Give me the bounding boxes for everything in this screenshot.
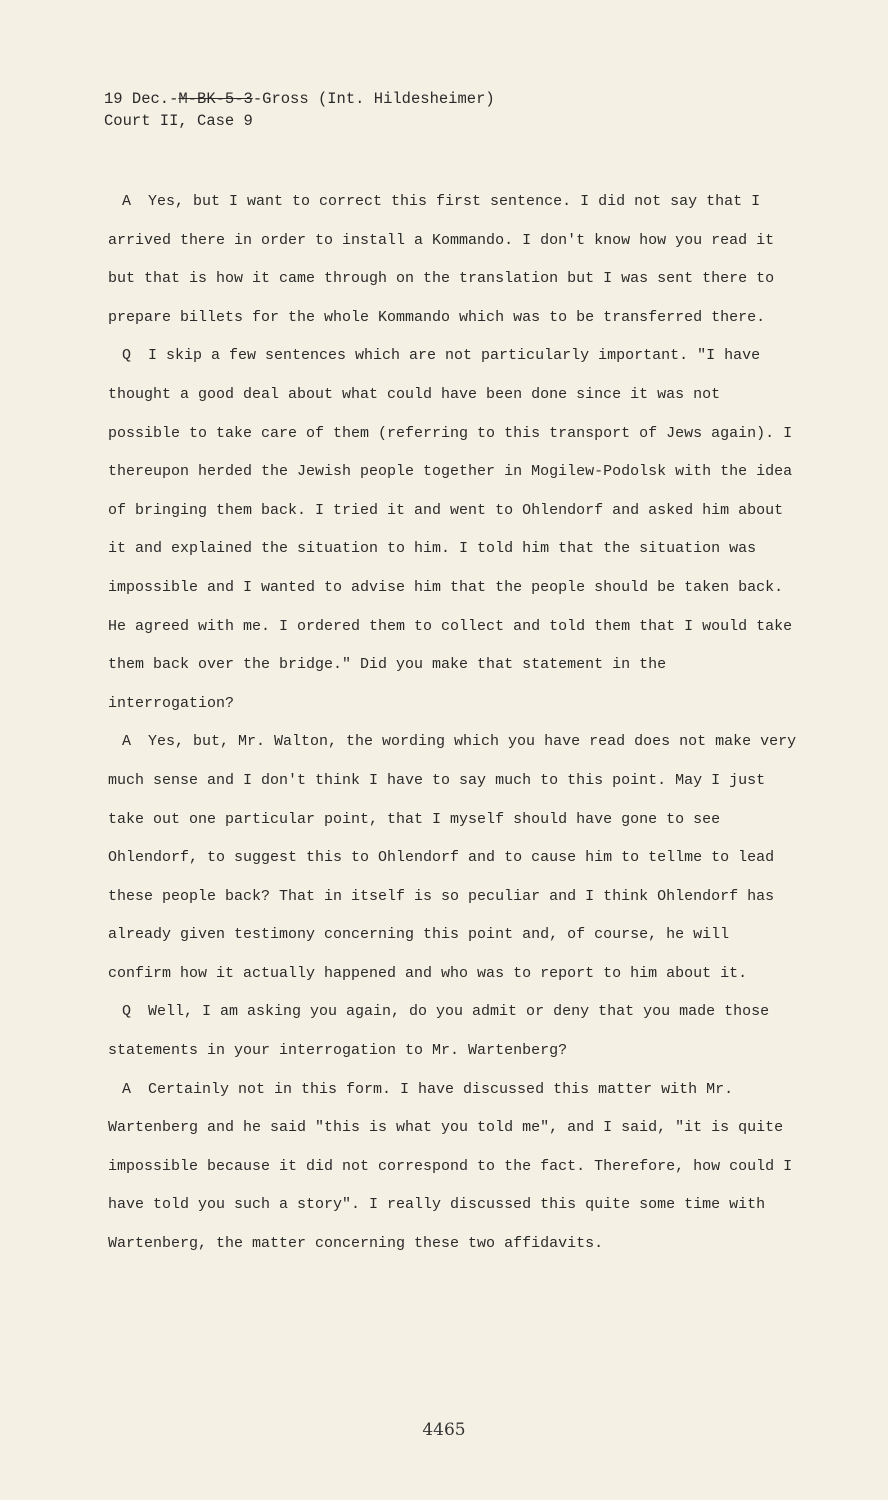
header-court-line: Court II, Case 9 <box>104 112 253 130</box>
speaker-marker: A <box>122 1080 132 1098</box>
page-number: 4465 <box>422 1420 466 1440</box>
paragraph-text: Well, I am asking you again, do you admit or deny that you made those statements in your interrogation to Mr. Wartenberg? <box>108 1003 779 1060</box>
paragraph-text: Yes, but I want to correct this first sentence. I did not say that I arrived there in order to install a Kommando. I don't know how you read it but that is how it came through on the translation but I was sent there to prepare billets for the whole Kommando which was to be transferred there. <box>108 193 784 326</box>
paragraph-text: Certainly not in this form. I have discussed this matter with Mr. Wartenberg and he said "this is what you told me", and I said, "it is quite impossible because it did not correspond to the fact. Therefore, how could I have told you such a story". I really discussed this quite some time with Wartenberg, the matter concerning these two affidavits. <box>108 1080 802 1253</box>
header-date-prefix: 19 Dec.- <box>104 90 179 108</box>
speaker-marker: A <box>122 733 132 751</box>
paragraph-text: Yes, but, Mr. Walton, the wording which you have read does not make very much sense and I don't think I have to say much to this point. May I just take out one particular point, that I myself should have gone to see Ohlendorf, to suggest this to Ohlendorf and to cause him to tellme to lead these people back? That in itself is so peculiar and I think Ohlendorf has already given testimony concerning this point and, of course, he will confirm how it actually happened and who was to report to him about it. <box>108 733 806 982</box>
header-date-suffix: -Gross (Int. Hildesheimer) <box>252 90 495 108</box>
speaker-marker: Q <box>122 1003 132 1021</box>
paragraph-question <box>108 993 798 1070</box>
paragraph-text: I skip a few sentences which are not particularly important. "I have thought a good deal about what could have been done since it was not possible to take care of them (referring to this transport of Jews again). I thereupon herded the Jewish people together in Mogilew-Podolsk with the idea of bringing them back. I tried it and went to Ohlendorf and asked him about it and explained the situation to him. I told him that the situation was impossible and I wanted to advise him that the people should be taken back. He agreed with me. I ordered them to collect and told them that I would take them back over the bridge." Did you make that statement in the interrogation? <box>108 347 802 712</box>
header-struck-code: M-BK-5-3 <box>178 90 253 108</box>
speaker-marker: A <box>122 193 132 210</box>
header-date-line <box>104 88 495 110</box>
paragraph-answer <box>108 723 806 993</box>
paragraph-question <box>108 337 802 723</box>
speaker-marker: Q <box>122 347 132 365</box>
document-header <box>104 88 495 132</box>
paragraph-answer <box>108 1071 802 1264</box>
paragraph-answer <box>108 183 798 337</box>
transcript-body <box>108 183 806 1264</box>
